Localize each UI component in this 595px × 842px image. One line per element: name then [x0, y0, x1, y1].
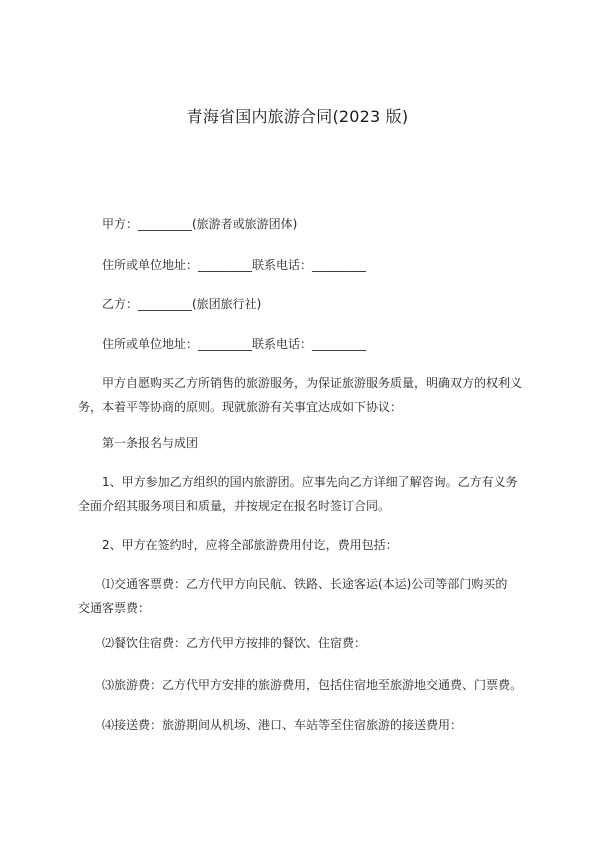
intro-line-1: 甲方自愿购买乙方所销售的旅游服务，为保证旅游服务质量，明确双方的权利义 [102, 376, 523, 390]
document-title: 青海省国内旅游合同(2023 版) [186, 107, 409, 126]
party-b-address-line: 住所或单位地址：_________联系电话：_________ [102, 337, 367, 351]
fee-1-paragraph [78, 572, 528, 620]
fee-2-line: ⑵餐饮住宿费：乙方代甲方按排的餐饮、住宿费： [102, 636, 367, 650]
item-1-line-1: 1、甲方参加乙方组织的国内旅游团。应事先向乙方详细了解咨询。乙方有义务 [102, 475, 518, 489]
fee-1-line-2: 交通客票费： [78, 601, 151, 615]
article-1-heading: 第一条报名与成团 [102, 436, 199, 450]
item-1-paragraph [78, 470, 528, 518]
fee-4-line: ⑷接送费：旅游期间从机场、港口、车站等至住宿旅游的接送费用： [102, 718, 463, 732]
fee-1-line-1: ⑴交通客票费：乙方代甲方向民航、铁路、长途客运(本运)公司等部门购买的 [102, 577, 508, 591]
item-1-line-2: 全面介绍其服务项目和质量，并按规定在报名时签订合同。 [78, 499, 391, 513]
intro-paragraph [78, 371, 528, 419]
party-a-address-line: 住所或单位地址：_________联系电话：_________ [102, 258, 367, 272]
item-2-line: 2、甲方在签约时，应将全部旅游费用付讫，费用包括： [102, 538, 398, 552]
fee-3-line: ⑶旅游费：乙方代甲方安排的旅游费用，包括住宿地至旅游地交通费、门票费。 [102, 678, 523, 692]
party-b-line: 乙方：_________(旅团旅行社) [102, 297, 262, 311]
intro-line-2: 务，本着平等协商的原则。现就旅游有关事宜达成如下协议： [78, 400, 403, 414]
party-a-line: 甲方：_________(旅游者或旅游团体) [102, 217, 298, 231]
